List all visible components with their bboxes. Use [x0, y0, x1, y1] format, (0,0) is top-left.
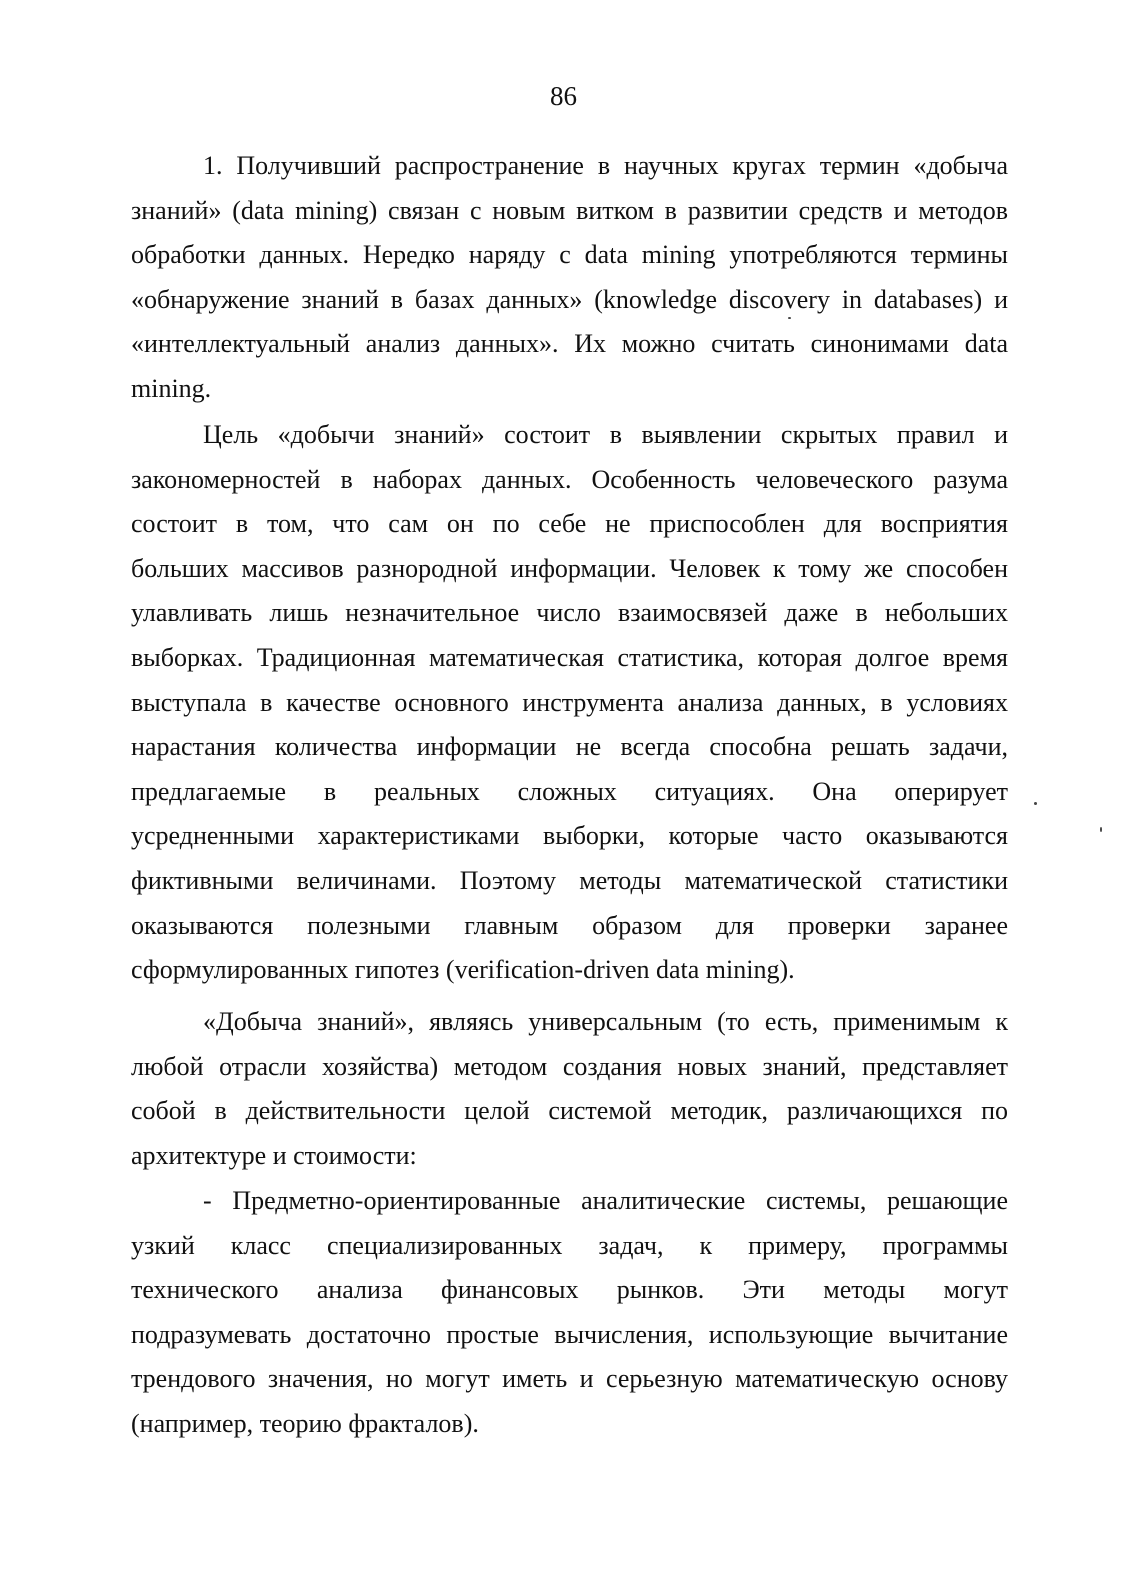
text-line: Цель «добычи знаний» состоит в выявлении скрытых правил и [203, 420, 1008, 449]
text-line: подразумевать достаточно простые вычисления, использующие вычитание [131, 1319, 1008, 1349]
paragraph-2 [131, 413, 1008, 993]
text-line: нарастания количества информации не всегда способна решать задачи, [131, 732, 1008, 762]
page-number: 86 [550, 81, 577, 111]
text-line: сформулированных гипотез (verification-driven data mining). [131, 955, 795, 985]
text-line: «интеллектуальный анализ данных». Их можно считать синонимами data [131, 329, 1008, 359]
text-line: трендового значения, но могут иметь и серьезную математическую основу [131, 1364, 1008, 1394]
text-line: фиктивными величинами. Поэтому методы математической статистики [131, 865, 1008, 895]
paragraph-1 [131, 144, 1008, 412]
text-line: состоит в том, что сам он по себе не приспособлен для восприятия [131, 509, 1008, 539]
text-line: больших массивов разнородной информации. Человек к тому же способен [131, 553, 1008, 583]
text-line: предлагаемые в реальных сложных ситуациях. Она оперирует [131, 776, 1008, 806]
text-line: - Предметно-ориентированные аналитические системы, решающие [203, 1186, 1008, 1215]
text-line: собой в действительности целой системой методик, различающихся по [131, 1096, 1008, 1126]
text-line: любой отрасли хозяйства) методом создания новых знаний, представляет [131, 1051, 1008, 1081]
text-line: улавливать лишь незначительное число взаимосвязей даже в небольших [131, 598, 1008, 628]
scan-speck [788, 317, 791, 319]
paragraph-3 [131, 1000, 1008, 1178]
text-line: оказываются полезными главным образом для проверки заранее [131, 910, 1008, 940]
text-line: «обнаружение знаний в базах данных» (knowledge discovery in databases) и [131, 284, 1008, 314]
text-line: mining. [131, 373, 212, 403]
text-line: «Добыча знаний», являясь универсальным (то есть, применимым к [203, 1007, 1008, 1036]
text-line: обработки данных. Нередко наряду с data mining употребляются термины [131, 240, 1008, 270]
text-line: (например, теорию фракталов). [131, 1408, 479, 1438]
scan-speck [1100, 827, 1102, 832]
scan-speck [1034, 802, 1037, 805]
text-line: архитектуре и стоимости: [131, 1140, 417, 1170]
text-line: знаний» (data mining) связан с новым витком в развитии средств и методов [131, 195, 1008, 225]
text-line: выборках. Традиционная математическая статистика, которая долгое время [131, 642, 1008, 672]
text-line: закономерностей в наборах данных. Особенность человеческого разума [131, 464, 1008, 494]
paragraph-4 [131, 1179, 1008, 1447]
text-line: выступала в качестве основного инструмента анализа данных, в условиях [131, 687, 1008, 717]
text-line: 1. Получивший распространение в научных кругах термин «добыча [203, 151, 1008, 180]
text-line: узкий класс специализированных задач, к примеру, программы [131, 1230, 1008, 1260]
text-line: технического анализа финансовых рынков. Эти методы могут [131, 1275, 1008, 1305]
text-line: усредненными характеристиками выборки, которые часто оказываются [131, 821, 1008, 851]
